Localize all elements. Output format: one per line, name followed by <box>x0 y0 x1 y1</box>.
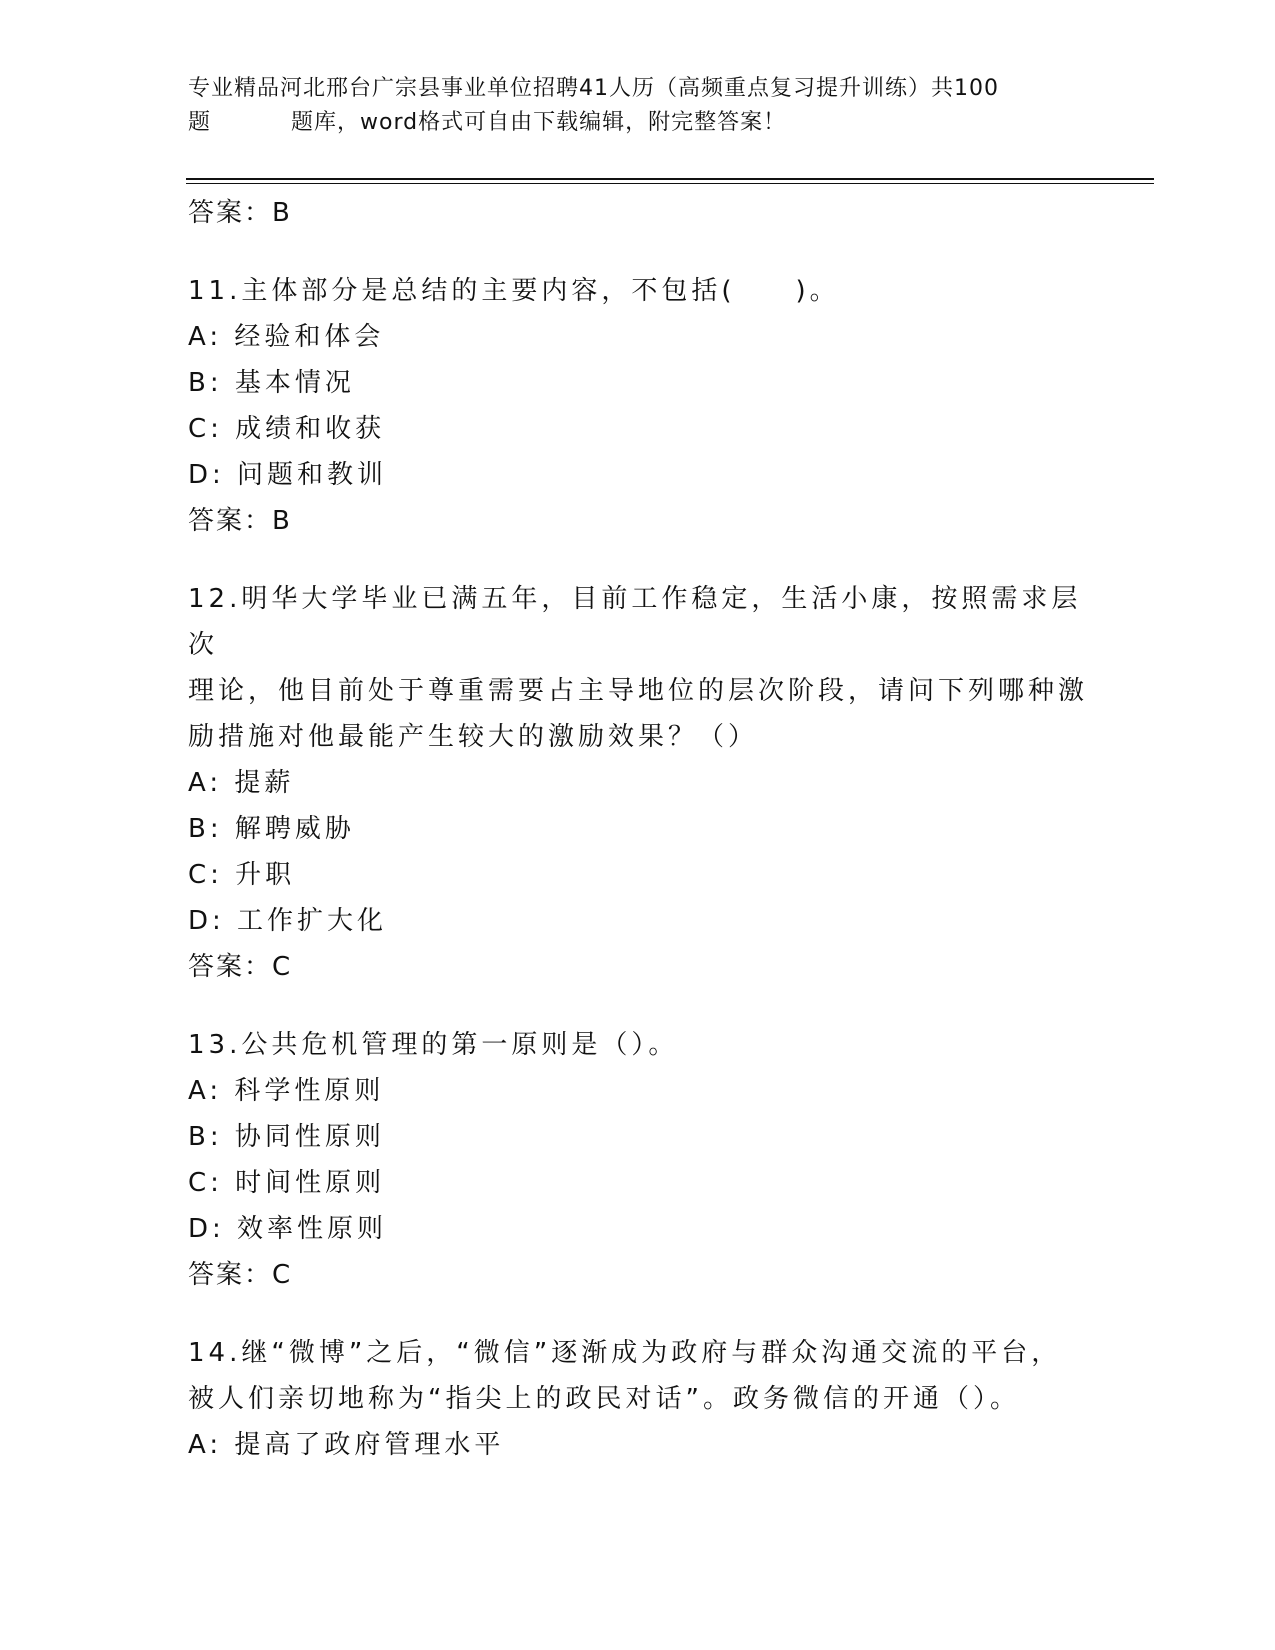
option-a: A: 提薪 <box>188 768 295 798</box>
answer: 答案：B <box>188 506 292 536</box>
header-line-1: 专业精品河北邢台广宗县事业单位招聘41人历（高频重点复习提升训练）共100 <box>188 76 999 101</box>
option-b: B: 解聘威胁 <box>188 814 355 844</box>
header-line-2-a: 题 <box>188 110 212 135</box>
question-stem: 11.主体部分是总结的主要内容，不包括( )。 <box>188 276 840 306</box>
question-12 <box>188 576 1108 990</box>
answer: 答案：C <box>188 1260 293 1290</box>
question-stem-line-2: 被人们亲切地称为“指尖上的政民对话”。政务微信的开通（）。 <box>188 1384 1020 1414</box>
option-b: B: 协同性原则 <box>188 1122 385 1152</box>
question-11 <box>188 268 1108 544</box>
question-stem: 13.公共危机管理的第一原则是（）。 <box>188 1030 679 1060</box>
option-a: A: 提高了政府管理水平 <box>188 1430 505 1460</box>
option-b: B: 基本情况 <box>188 368 355 398</box>
option-d: D: 工作扩大化 <box>188 906 388 936</box>
question-stem-line-3: 励措施对他最能产生较大的激励效果？（） <box>188 722 759 752</box>
header-divider-thick <box>186 178 1154 180</box>
question-stem-line-2: 理论，他目前处于尊重需要占主导地位的层次阶段，请问下列哪种激 <box>188 676 1089 706</box>
option-d: D: 效率性原则 <box>188 1214 388 1244</box>
document-header <box>188 72 1088 140</box>
document-body <box>188 190 1108 1468</box>
header-divider-thin <box>186 183 1154 184</box>
option-a: A: 科学性原则 <box>188 1076 385 1106</box>
answer: 答案：C <box>188 952 293 982</box>
header-line-2 <box>188 106 1088 140</box>
option-c: C: 成绩和收获 <box>188 414 386 444</box>
option-c: C: 时间性原则 <box>188 1168 386 1198</box>
question-13 <box>188 1022 1108 1298</box>
header-line-2-b: 题库，word格式可自由下载编辑，附完整答案！ <box>291 110 787 135</box>
question-stem-line-1: 12.明华大学毕业已满五年，目前工作稳定，生活小康，按照需求层次 <box>188 584 1082 660</box>
answer-q10: 答案：B <box>188 198 292 228</box>
option-c: C: 升职 <box>188 860 296 890</box>
question-stem-line-1: 14.继“微博”之后，“微信”逐渐成为政府与群众沟通交流的平台， <box>188 1338 1062 1368</box>
option-d: D: 问题和教训 <box>188 460 388 490</box>
question-14 <box>188 1330 1108 1468</box>
option-a: A: 经验和体会 <box>188 322 385 352</box>
